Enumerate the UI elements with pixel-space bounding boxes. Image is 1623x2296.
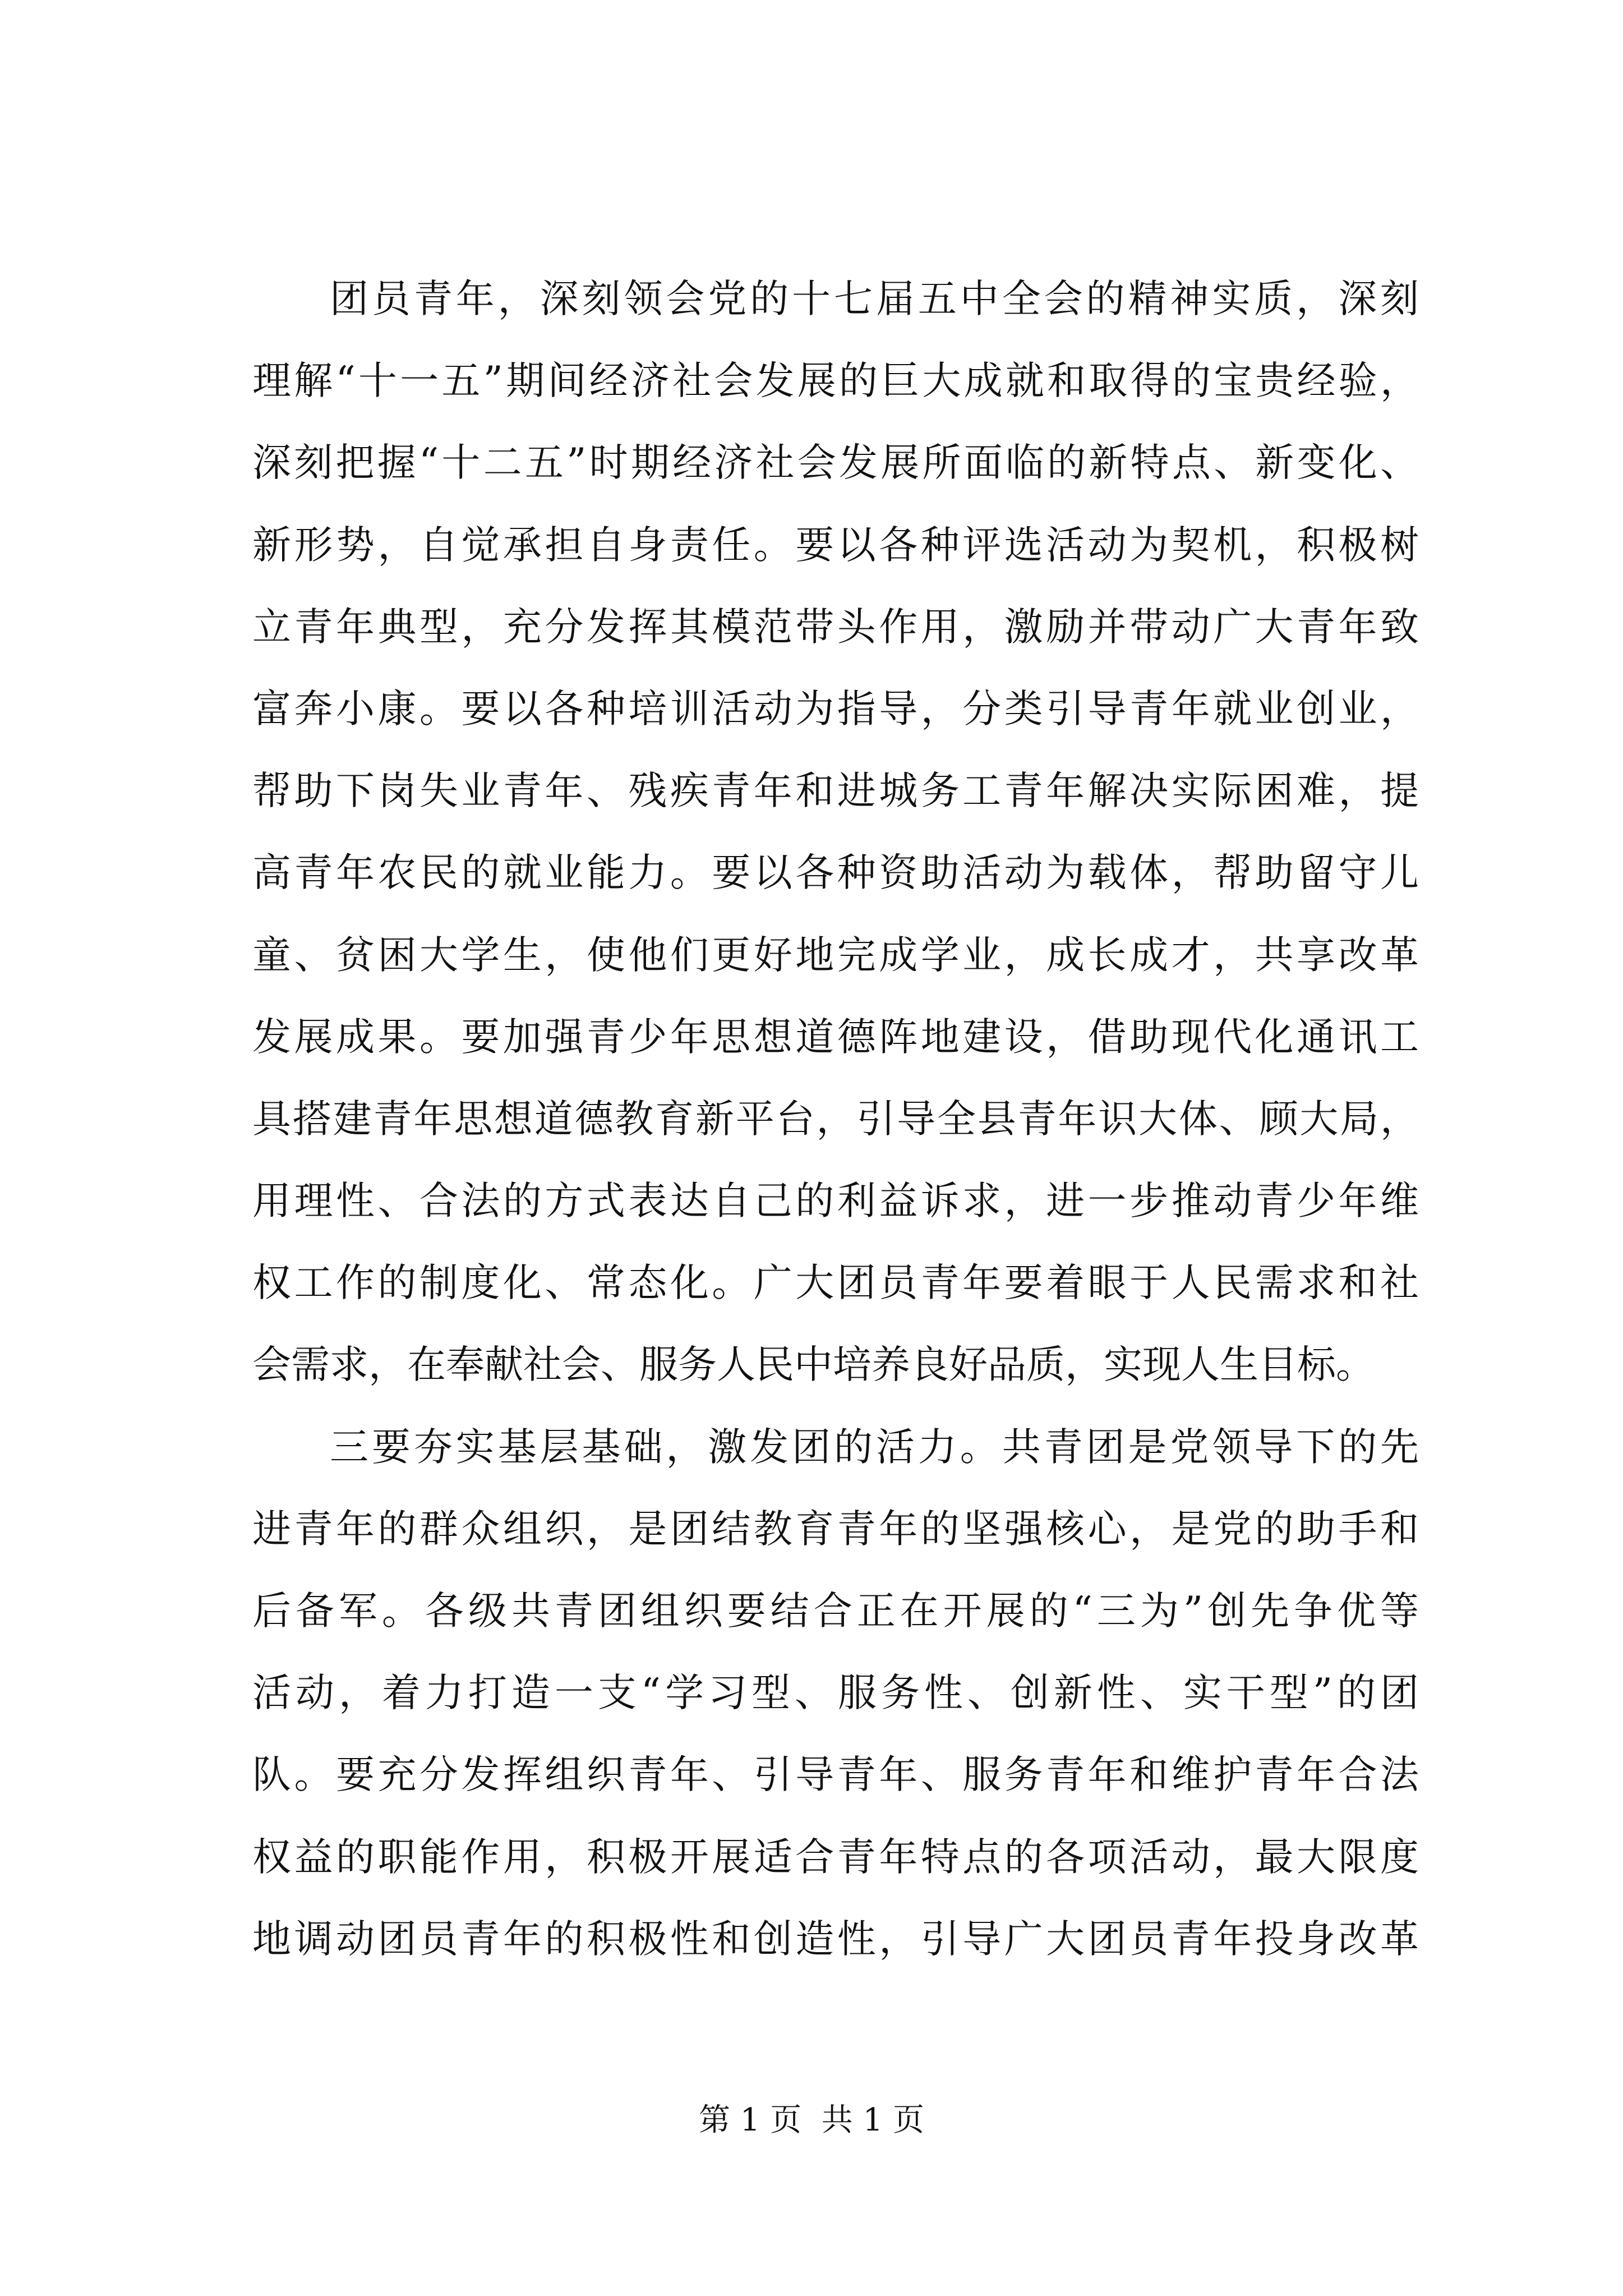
page-footer: 第 1 页 共 1 页 <box>698 2102 925 2138</box>
paragraph-line: 立青年典型，充分发挥其模范带头作用，激励并带动广大青年致 <box>252 604 1419 650</box>
paragraph-line: 权工作的制度化、常态化。广大团员青年要着眼于人民需求和社 <box>252 1260 1419 1306</box>
paragraph-line: 童、贫困大学生，使他们更好地完成学业，成长成才，共享改革 <box>252 932 1419 978</box>
paragraph-line: 理解“十一五”期间经济社会发展的巨大成就和取得的宝贵经验， <box>252 358 1419 404</box>
paragraph-line: 队。要充分发挥组织青年、引导青年、服务青年和维护青年合法 <box>252 1752 1419 1798</box>
paragraph-line: 后备军。各级共青团组织要结合正在开展的“三为”创先争优等 <box>252 1589 1419 1634</box>
paragraph-line: 高青年农民的就业能力。要以各种资助活动为载体，帮助留守儿 <box>252 850 1419 896</box>
paragraph-line: 团员青年，深刻领会党的十七届五中全会的精神实质，深刻 <box>330 277 1419 321</box>
paragraph-line: 深刻把握“十二五”时期经济社会发展所面临的新特点、新变化、 <box>252 440 1419 486</box>
paragraph-line: 富奔小康。要以各种培训活动为指导，分类引导青年就业创业， <box>252 686 1419 731</box>
paragraph-line: 三要夯实基层基础，激发团的活力。共青团是党领导下的先 <box>330 1424 1419 1470</box>
paragraph-line: 具搭建青年思想道德教育新平台，引导全县青年识大体、顾大局， <box>252 1096 1419 1142</box>
paragraph-line: 权益的职能作用，积极开展适合青年特点的各项活动，最大限度 <box>252 1834 1419 1880</box>
paragraph-line: 地调动团员青年的积极性和创造性，引导广大团员青年投身改革 <box>252 1916 1419 1962</box>
paragraph-line: 新形势，自觉承担自身责任。要以各种评选活动为契机，积极树 <box>252 522 1419 568</box>
body-text <box>252 258 1419 1980</box>
paragraph-line: 进青年的群众组织，是团结教育青年的坚强核心，是党的助手和 <box>252 1506 1419 1552</box>
paragraph-line: 发展成果。要加强青少年思想道德阵地建设，借助现代化通讯工 <box>252 1014 1419 1060</box>
paragraph-line: 帮助下岗失业青年、残疾青年和进城务工青年解决实际困难，提 <box>252 769 1419 814</box>
paragraph-line: 活动，着力打造一支“学习型、服务性、创新性、实干型”的团 <box>252 1671 1419 1716</box>
paragraph-line: 用理性、合法的方式表达自己的利益诉求，进一步推动青少年维 <box>252 1179 1419 1224</box>
paragraph-line: 会需求，在奉献社会、服务人民中培养良好品质，实现人生目标。 <box>252 1342 1375 1388</box>
